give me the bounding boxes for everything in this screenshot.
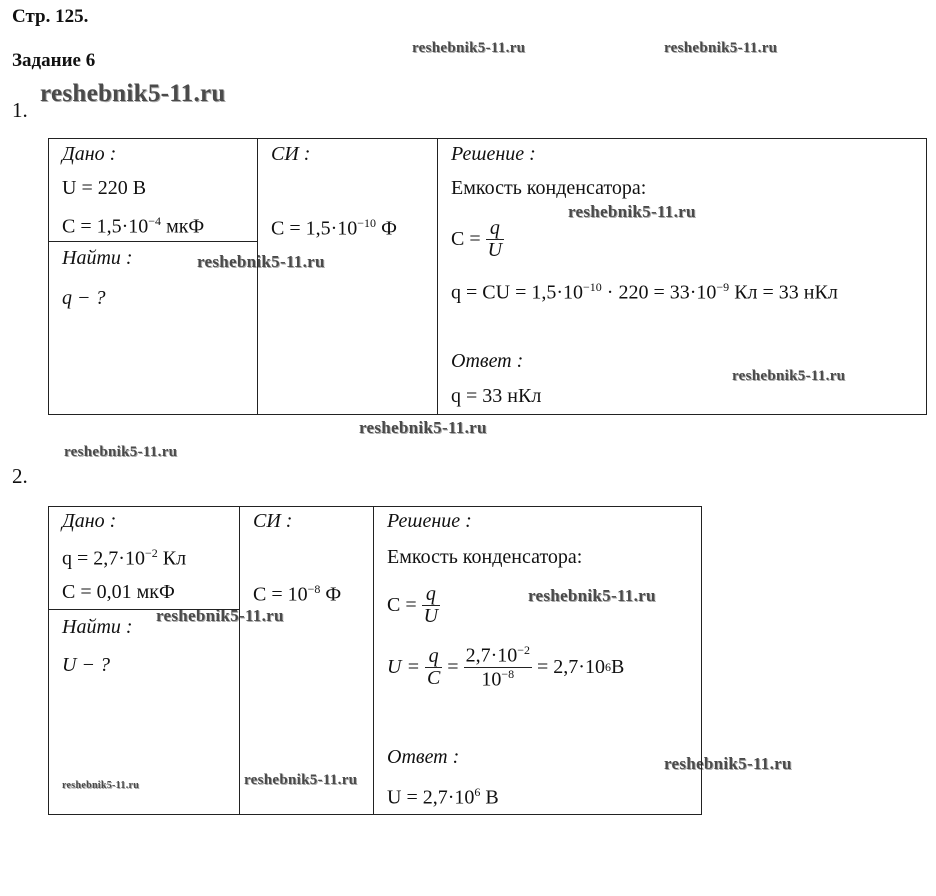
- solution-heading: Решение :: [451, 143, 536, 165]
- answer-heading: Ответ :: [451, 350, 524, 372]
- watermark: reshebnik5-11.ru: [156, 606, 284, 625]
- given-line: C = 0,01 мкФ: [62, 581, 175, 603]
- watermark: reshebnik5-11.ru: [40, 80, 226, 107]
- watermark: reshebnik5-11.ru: [244, 772, 358, 788]
- si-line: $C = 10^{-8}$ Ф: [253, 582, 342, 606]
- row-divider: [48, 241, 258, 242]
- problem-number: 2.: [12, 464, 28, 488]
- find-line: U − ?: [62, 654, 110, 676]
- answer-heading: Ответ :: [387, 746, 460, 768]
- si-heading: СИ :: [253, 510, 293, 532]
- watermark: reshebnik5-11.ru: [732, 368, 846, 384]
- solution-intro: Емкость конденсатора:: [451, 177, 647, 199]
- column-divider: [373, 506, 374, 815]
- watermark: reshebnik5-11.ru: [664, 754, 792, 773]
- si-line: $C = 1,5\cdot 10^{-10}$ Ф: [271, 216, 397, 240]
- watermark: reshebnik5-11.ru: [528, 586, 656, 605]
- column-divider: [257, 138, 258, 415]
- charge-calculation: q = CU = $1,5\cdot 10^{-10} \cdot 220 = 33\cdot 10^{-9}$ Кл = 33 нКл: [451, 280, 838, 304]
- watermark: reshebnik5-11.ru: [64, 444, 178, 460]
- given-line: $C = 1,5\cdot 10^{-4}$ мкФ: [62, 214, 205, 238]
- answer-line: $U = 2,7\cdot 10^6$ В: [387, 785, 499, 809]
- find-heading: Найти :: [62, 247, 133, 269]
- solution-heading: Решение :: [387, 510, 472, 532]
- row-divider: [48, 609, 240, 610]
- capacitance-formula: C = $\frac{q}{U}$: [387, 583, 439, 627]
- find-line: q − ?: [62, 287, 106, 309]
- task-title: Задание 6: [12, 50, 96, 71]
- column-divider: [437, 138, 438, 415]
- si-heading: СИ :: [271, 143, 311, 165]
- column-divider: [239, 506, 240, 815]
- watermark: reshebnik5-11.ru: [412, 40, 526, 56]
- given-heading: Дано :: [62, 143, 117, 165]
- capacitance-formula: C = $\frac{q}{U}$: [451, 217, 503, 261]
- page-title: Стр. 125.: [12, 6, 89, 27]
- answer-line: q = 33 нКл: [451, 385, 542, 407]
- watermark: reshebnik5-11.ru: [568, 202, 696, 221]
- solution-intro: Емкость конденсатора:: [387, 546, 583, 568]
- watermark: reshebnik5-11.ru: [664, 40, 778, 56]
- given-line: $q = 2,7\cdot 10^{-2}$ Кл: [62, 546, 187, 570]
- problem-number: 1.: [12, 98, 28, 122]
- voltage-calculation: U = $\frac{q}{C}$ = $\frac{2,7\cdot 10^{-2}}{10^{-8}}$ = 2,7·10 6 В: [387, 643, 625, 691]
- watermark: reshebnik5-11.ru: [359, 418, 487, 437]
- watermark: reshebnik5-11.ru: [62, 780, 140, 791]
- watermark: reshebnik5-11.ru: [197, 252, 325, 271]
- find-heading: Найти :: [62, 616, 133, 638]
- given-heading: Дано :: [62, 510, 117, 532]
- given-line: U = 220 В: [62, 177, 147, 199]
